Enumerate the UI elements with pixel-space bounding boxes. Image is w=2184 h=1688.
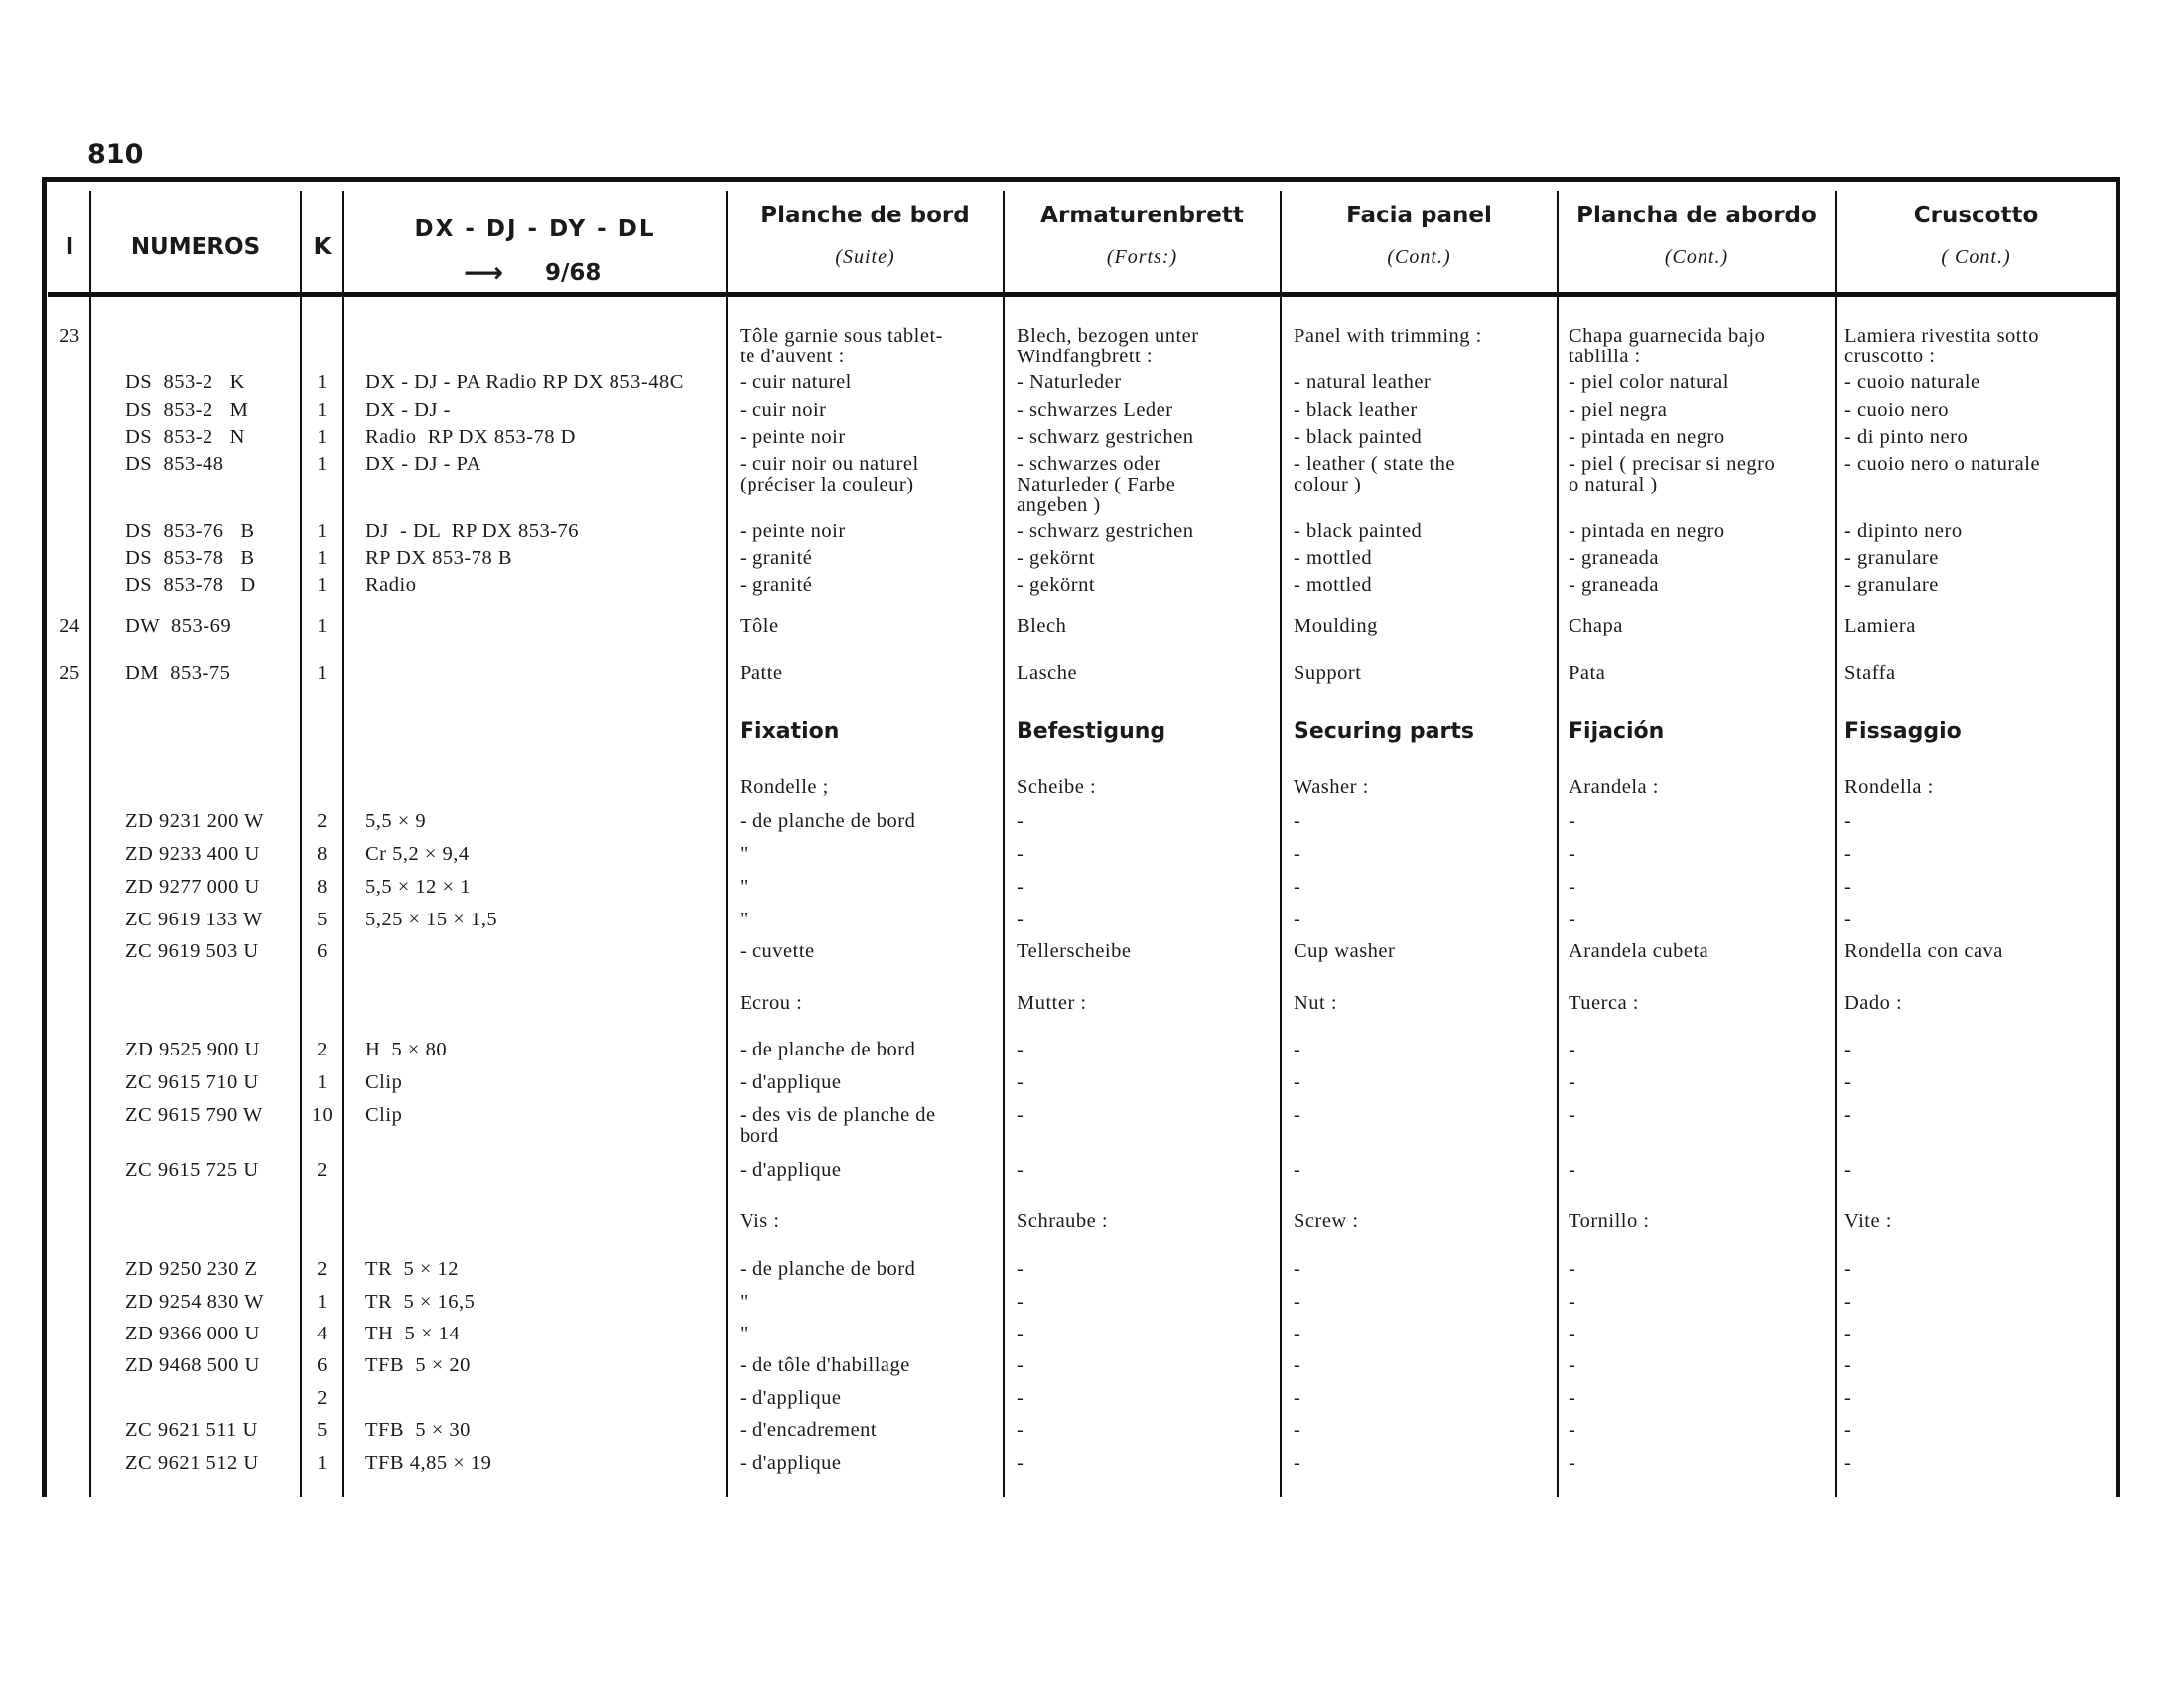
quantity: 4 bbox=[317, 1323, 328, 1344]
description-english: - bbox=[1294, 1323, 1301, 1344]
description-italian: - bbox=[1844, 1354, 1852, 1376]
description-french: - d'applique bbox=[740, 1387, 842, 1409]
header-numeros: NUMEROS bbox=[130, 234, 261, 260]
description-french: Tôle garnie sous tablet- te d'auvent : bbox=[740, 325, 943, 367]
description-italian: - bbox=[1844, 1039, 1852, 1060]
quantity: 8 bbox=[317, 876, 328, 898]
model-reference: TR 5 × 16,5 bbox=[365, 1291, 476, 1313]
description-german: Scheibe : bbox=[1017, 776, 1097, 798]
description-spanish: - bbox=[1569, 810, 1576, 832]
header-index: I bbox=[65, 234, 74, 260]
description-english: - bbox=[1294, 1039, 1301, 1060]
description-english: - bbox=[1294, 1354, 1301, 1376]
quantity: 2 bbox=[317, 1159, 328, 1181]
description-english: - leather ( state the colour ) bbox=[1294, 453, 1456, 495]
description-french: - granité bbox=[740, 574, 813, 596]
description-german: Befestigung bbox=[1017, 719, 1166, 744]
description-spanish: - graneada bbox=[1569, 574, 1659, 596]
part-number: ZD 9366 000 U bbox=[125, 1323, 260, 1344]
description-french: Ecrou : bbox=[740, 992, 803, 1014]
description-spanish: - bbox=[1569, 1354, 1576, 1376]
header-english-subtitle: (Cont.) bbox=[1387, 246, 1451, 268]
description-german: - bbox=[1017, 1452, 1024, 1474]
description-french: " bbox=[740, 843, 749, 865]
description-english: Securing parts bbox=[1294, 719, 1474, 744]
description-french: - peinte noir bbox=[740, 426, 846, 448]
description-italian: - bbox=[1844, 843, 1852, 865]
header-german-subtitle: (Forts:) bbox=[1106, 246, 1178, 268]
description-french: - d'applique bbox=[740, 1159, 842, 1181]
description-spanish: - bbox=[1569, 843, 1576, 865]
table-left-border bbox=[42, 177, 47, 1497]
column-divider-german bbox=[1280, 191, 1282, 1497]
description-english: - bbox=[1294, 843, 1301, 865]
description-english: Nut : bbox=[1294, 992, 1338, 1014]
model-reference: Clip bbox=[365, 1071, 403, 1093]
description-german: Schraube : bbox=[1017, 1210, 1109, 1232]
description-spanish: Arandela cubeta bbox=[1569, 940, 1709, 962]
description-french: - d'encadrement bbox=[740, 1419, 878, 1441]
description-french: - granité bbox=[740, 547, 813, 569]
description-french: - cuir noir bbox=[740, 399, 827, 421]
model-reference: TFB 5 × 20 bbox=[365, 1354, 471, 1376]
quantity: 1 bbox=[317, 426, 328, 448]
description-french: - cuir naturel bbox=[740, 371, 852, 393]
part-number: DS 853-48 bbox=[125, 453, 224, 475]
description-german: - bbox=[1017, 810, 1024, 832]
description-german: - gekörnt bbox=[1017, 547, 1096, 569]
description-french: - cuir noir ou naturel (préciser la couleur) bbox=[740, 453, 919, 495]
description-italian: - cuoio nero o naturale bbox=[1844, 453, 2041, 475]
description-german: Mutter : bbox=[1017, 992, 1087, 1014]
description-italian: - bbox=[1844, 1258, 1852, 1280]
quantity: 1 bbox=[317, 399, 328, 421]
description-german: - bbox=[1017, 909, 1024, 930]
part-number: DS 853-76 B bbox=[125, 520, 255, 542]
part-number: ZD 9250 230 Z bbox=[125, 1258, 258, 1280]
description-french: - de planche de bord bbox=[740, 810, 916, 832]
description-spanish: Chapa bbox=[1569, 615, 1623, 636]
description-german: Lasche bbox=[1017, 662, 1078, 684]
description-english: - bbox=[1294, 1387, 1301, 1409]
description-english: - natural leather bbox=[1294, 371, 1432, 393]
quantity: 5 bbox=[317, 909, 328, 930]
quantity: 1 bbox=[317, 1452, 328, 1474]
description-german: - bbox=[1017, 1291, 1024, 1313]
description-german: - bbox=[1017, 1387, 1024, 1409]
description-german: - bbox=[1017, 1258, 1024, 1280]
quantity: 1 bbox=[317, 615, 328, 636]
part-number: DS 853-2 M bbox=[125, 399, 249, 421]
column-divider-index bbox=[89, 191, 91, 1497]
description-french: - d'applique bbox=[740, 1452, 842, 1474]
quantity: 1 bbox=[317, 574, 328, 596]
description-italian: Lamiera bbox=[1844, 615, 1916, 636]
description-italian: - granulare bbox=[1844, 574, 1939, 596]
row-index: 23 bbox=[59, 325, 80, 347]
description-spanish: - bbox=[1569, 1387, 1576, 1409]
description-german: - bbox=[1017, 843, 1024, 865]
description-italian: - bbox=[1844, 876, 1852, 898]
description-spanish: Fijación bbox=[1569, 719, 1665, 744]
description-spanish: Chapa guarnecida bajo tablilla : bbox=[1569, 325, 1766, 367]
description-spanish: - bbox=[1569, 1039, 1576, 1060]
quantity: 1 bbox=[317, 371, 328, 393]
description-english: - bbox=[1294, 1104, 1301, 1126]
description-spanish: - bbox=[1569, 1071, 1576, 1093]
description-spanish: - graneada bbox=[1569, 547, 1659, 569]
description-german: - bbox=[1017, 1039, 1024, 1060]
header-spanish-subtitle: (Cont.) bbox=[1664, 246, 1729, 268]
model-reference: RP DX 853-78 B bbox=[365, 547, 513, 569]
description-english: - mottled bbox=[1294, 547, 1373, 569]
description-english: - bbox=[1294, 1419, 1301, 1441]
description-italian: Lamiera rivestita sotto cruscotto : bbox=[1844, 325, 2039, 367]
part-number: DS 853-2 N bbox=[125, 426, 245, 448]
description-french: - d'applique bbox=[740, 1071, 842, 1093]
column-divider-k bbox=[342, 191, 344, 1497]
part-number: DS 853-78 B bbox=[125, 547, 255, 569]
description-italian: - bbox=[1844, 1159, 1852, 1181]
part-number: ZC 9619 133 W bbox=[125, 909, 263, 930]
description-german: - schwarzes Leder bbox=[1017, 399, 1173, 421]
description-english: - mottled bbox=[1294, 574, 1373, 596]
description-german: - bbox=[1017, 876, 1024, 898]
description-german: - schwarz gestrichen bbox=[1017, 426, 1194, 448]
quantity: 5 bbox=[317, 1419, 328, 1441]
description-spanish: - bbox=[1569, 1291, 1576, 1313]
description-french: - de planche de bord bbox=[740, 1039, 916, 1060]
quantity: 8 bbox=[317, 843, 328, 865]
description-english: Panel with trimming : bbox=[1294, 325, 1482, 347]
part-number: ZC 9615 725 U bbox=[125, 1159, 259, 1181]
arrow-right-icon: ⟶ bbox=[464, 256, 504, 289]
description-german: - bbox=[1017, 1159, 1024, 1181]
description-english: - bbox=[1294, 909, 1301, 930]
quantity: 1 bbox=[317, 1291, 328, 1313]
description-german: - gekörnt bbox=[1017, 574, 1096, 596]
model-reference: Clip bbox=[365, 1104, 403, 1126]
description-german: - bbox=[1017, 1071, 1024, 1093]
quantity: 6 bbox=[317, 1354, 328, 1376]
description-english: Washer : bbox=[1294, 776, 1369, 798]
description-german: Tellerscheibe bbox=[1017, 940, 1132, 962]
header-french-subtitle: (Suite) bbox=[835, 246, 895, 268]
description-french: - peinte noir bbox=[740, 520, 846, 542]
description-italian: - bbox=[1844, 810, 1852, 832]
part-number: DW 853-69 bbox=[125, 615, 232, 636]
table-top-border bbox=[42, 177, 2118, 182]
quantity: 2 bbox=[317, 1258, 328, 1280]
description-italian: - di pinto nero bbox=[1844, 426, 1969, 448]
description-italian: Dado : bbox=[1844, 992, 1903, 1014]
description-english: - bbox=[1294, 1258, 1301, 1280]
description-spanish: - pintada en negro bbox=[1569, 520, 1725, 542]
description-italian: - bbox=[1844, 909, 1852, 930]
description-italian: Vite : bbox=[1844, 1210, 1892, 1232]
description-italian: Fissaggio bbox=[1844, 719, 1962, 744]
description-english: - black painted bbox=[1294, 426, 1423, 448]
header-german-title: Armaturenbrett bbox=[1040, 203, 1244, 228]
quantity: 10 bbox=[311, 1104, 334, 1126]
row-index: 25 bbox=[59, 662, 80, 684]
description-italian: - bbox=[1844, 1104, 1852, 1126]
description-spanish: - bbox=[1569, 1419, 1576, 1441]
part-number: ZD 9468 500 U bbox=[125, 1354, 260, 1376]
description-english: - bbox=[1294, 876, 1301, 898]
description-french: Rondelle ; bbox=[740, 776, 829, 798]
part-number: ZD 9233 400 U bbox=[125, 843, 260, 865]
description-spanish: - bbox=[1569, 1159, 1576, 1181]
description-german: Blech, bezogen unter Windfangbrett : bbox=[1017, 325, 1199, 367]
description-italian: Rondella : bbox=[1844, 776, 1934, 798]
description-english: Support bbox=[1294, 662, 1362, 684]
column-divider-models bbox=[726, 191, 728, 1497]
part-number: DS 853-78 D bbox=[125, 574, 256, 596]
quantity: 2 bbox=[317, 1387, 328, 1409]
description-spanish: - bbox=[1569, 909, 1576, 930]
model-reference: 5,5 × 9 bbox=[365, 810, 427, 832]
header-italian-subtitle: ( Cont.) bbox=[1941, 246, 2011, 268]
model-reference: TFB 5 × 30 bbox=[365, 1419, 471, 1441]
part-number: ZD 9277 000 U bbox=[125, 876, 260, 898]
description-italian: Rondella con cava bbox=[1844, 940, 2003, 962]
description-italian: - bbox=[1844, 1387, 1852, 1409]
description-english: - bbox=[1294, 1071, 1301, 1093]
description-italian: - bbox=[1844, 1323, 1852, 1344]
model-reference: DX - DJ - PA bbox=[365, 453, 481, 475]
part-number: ZD 9254 830 W bbox=[125, 1291, 264, 1313]
model-reference: H 5 × 80 bbox=[365, 1039, 448, 1060]
description-french: " bbox=[740, 909, 749, 930]
part-number: ZC 9621 511 U bbox=[125, 1419, 258, 1441]
description-english: - black leather bbox=[1294, 399, 1418, 421]
description-english: - bbox=[1294, 1452, 1301, 1474]
description-spanish: Pata bbox=[1569, 662, 1606, 684]
quantity: 1 bbox=[317, 520, 328, 542]
model-reference: Cr 5,2 × 9,4 bbox=[365, 843, 470, 865]
description-french: - de planche de bord bbox=[740, 1258, 916, 1280]
header-english-title: Facia panel bbox=[1346, 203, 1492, 228]
description-french: - cuvette bbox=[740, 940, 815, 962]
quantity: 1 bbox=[317, 1071, 328, 1093]
header-k: K bbox=[313, 234, 332, 260]
header-french-title: Planche de bord bbox=[760, 203, 970, 228]
description-spanish: - bbox=[1569, 1104, 1576, 1126]
page-number: 810 bbox=[87, 139, 144, 170]
model-reference: DX - DJ - bbox=[365, 399, 451, 421]
models-date-line bbox=[464, 256, 712, 289]
description-spanish: Tornillo : bbox=[1569, 1210, 1650, 1232]
description-french: Vis : bbox=[740, 1210, 780, 1232]
part-number: DM 853-75 bbox=[125, 662, 231, 684]
header-italian-title: Cruscotto bbox=[1913, 203, 2039, 228]
description-spanish: - piel ( precisar si negro o natural ) bbox=[1569, 453, 1776, 495]
part-number: ZC 9615 710 U bbox=[125, 1071, 259, 1093]
part-number: ZC 9621 512 U bbox=[125, 1452, 259, 1474]
description-english: - bbox=[1294, 1159, 1301, 1181]
description-spanish: - pintada en negro bbox=[1569, 426, 1725, 448]
quantity: 2 bbox=[317, 810, 328, 832]
description-spanish: - bbox=[1569, 1323, 1576, 1344]
model-reference: TR 5 × 12 bbox=[365, 1258, 460, 1280]
description-french: Fixation bbox=[740, 719, 840, 744]
description-spanish: - bbox=[1569, 1452, 1576, 1474]
description-spanish: Tuerca : bbox=[1569, 992, 1639, 1014]
description-spanish: Arandela : bbox=[1569, 776, 1659, 798]
row-index: 24 bbox=[59, 615, 80, 636]
description-italian: - bbox=[1844, 1419, 1852, 1441]
description-italian: - bbox=[1844, 1452, 1852, 1474]
description-english: - black painted bbox=[1294, 520, 1423, 542]
description-french: - de tôle d'habillage bbox=[740, 1354, 910, 1376]
description-german: Blech bbox=[1017, 615, 1067, 636]
description-spanish: - piel color natural bbox=[1569, 371, 1729, 393]
description-french: Patte bbox=[740, 662, 783, 684]
quantity: 2 bbox=[317, 1039, 328, 1060]
quantity: 1 bbox=[317, 453, 328, 475]
model-reference: Radio bbox=[365, 574, 417, 596]
model-reference: 5,5 × 12 × 1 bbox=[365, 876, 471, 898]
description-italian: - cuoio naturale bbox=[1844, 371, 1980, 393]
description-italian: - granulare bbox=[1844, 547, 1939, 569]
description-german: - Naturleder bbox=[1017, 371, 1122, 393]
description-german: - bbox=[1017, 1419, 1024, 1441]
description-german: - schwarz gestrichen bbox=[1017, 520, 1194, 542]
header-models-date: 9/68 bbox=[545, 260, 602, 286]
column-divider-english bbox=[1557, 191, 1559, 1497]
quantity: 1 bbox=[317, 662, 328, 684]
description-german: - bbox=[1017, 1354, 1024, 1376]
model-reference: DX - DJ - PA Radio RP DX 853-48C bbox=[365, 371, 684, 393]
part-number: ZC 9615 790 W bbox=[125, 1104, 263, 1126]
description-french: Tôle bbox=[740, 615, 779, 636]
column-divider-french bbox=[1003, 191, 1005, 1497]
description-italian: - dipinto nero bbox=[1844, 520, 1963, 542]
description-french: " bbox=[740, 1291, 749, 1313]
description-spanish: - bbox=[1569, 1258, 1576, 1280]
description-italian: - cuoio nero bbox=[1844, 399, 1950, 421]
description-french: " bbox=[740, 876, 749, 898]
model-reference: TFB 4,85 × 19 bbox=[365, 1452, 492, 1474]
description-italian: Staffa bbox=[1844, 662, 1896, 684]
description-french: " bbox=[740, 1323, 749, 1344]
column-divider-spanish bbox=[1835, 191, 1837, 1497]
description-english: Cup washer bbox=[1294, 940, 1396, 962]
description-english: Screw : bbox=[1294, 1210, 1359, 1232]
description-french: - des vis de planche de bord bbox=[740, 1104, 936, 1147]
description-german: - schwarzes oder Naturleder ( Farbe angeben ) bbox=[1017, 453, 1176, 516]
description-german: - bbox=[1017, 1323, 1024, 1344]
quantity: 6 bbox=[317, 940, 328, 962]
quantity: 1 bbox=[317, 547, 328, 569]
part-number: DS 853-2 K bbox=[125, 371, 245, 393]
description-english: Moulding bbox=[1294, 615, 1378, 636]
part-number: ZD 9525 900 U bbox=[125, 1039, 260, 1060]
description-english: - bbox=[1294, 810, 1301, 832]
description-italian: - bbox=[1844, 1071, 1852, 1093]
description-german: - bbox=[1017, 1104, 1024, 1126]
model-reference: TH 5 × 14 bbox=[365, 1323, 461, 1344]
model-reference: DJ - DL RP DX 853-76 bbox=[365, 520, 580, 542]
header-spanish-title: Plancha de abordo bbox=[1576, 203, 1817, 228]
part-number: ZD 9231 200 W bbox=[125, 810, 264, 832]
header-bottom-border bbox=[48, 292, 2118, 297]
description-english: - bbox=[1294, 1291, 1301, 1313]
description-spanish: - bbox=[1569, 876, 1576, 898]
table-right-border bbox=[2116, 177, 2120, 1497]
model-reference: 5,25 × 15 × 1,5 bbox=[365, 909, 498, 930]
description-spanish: - piel negra bbox=[1569, 399, 1668, 421]
description-italian: - bbox=[1844, 1291, 1852, 1313]
model-reference: Radio RP DX 853-78 D bbox=[365, 426, 576, 448]
header-models: DX - DJ - DY - DL bbox=[414, 216, 656, 242]
part-number: ZC 9619 503 U bbox=[125, 940, 259, 962]
